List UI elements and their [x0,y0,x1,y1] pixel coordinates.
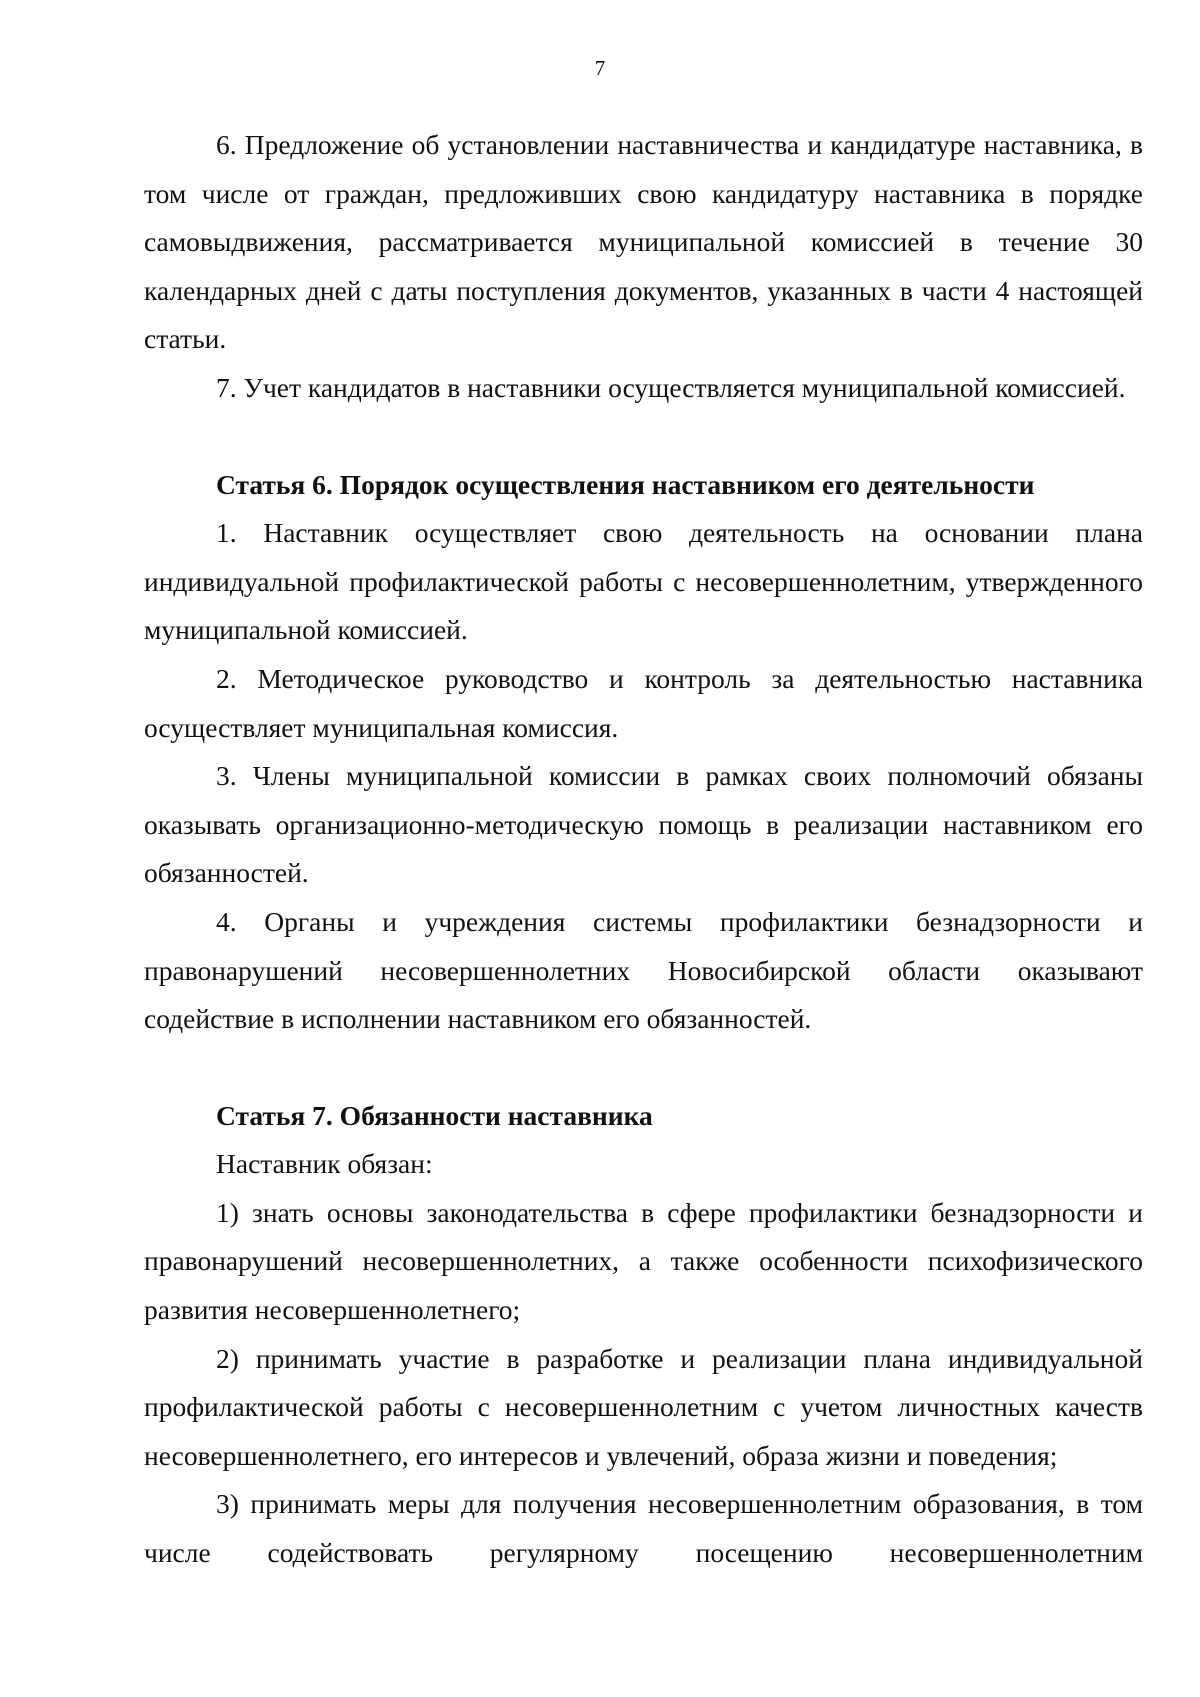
article-6-item-4: 4. Органы и учреждения системы профилактики безнадзорности и правонарушений несовершеннолетних Новосибирской области оказывают содействие в исполнении наставником его обязанностей. [144,905,1143,1035]
spacer [144,413,1143,461]
article-6-item-3: 3. Члены муниципальной комиссии в рамках своих полномочий обязаны оказывать организационно-методическую помощь в реализации наставником его обязанностей. [144,760,1143,889]
page-content [144,121,1143,1578]
article-6-item-2: 2. Методическое руководство и контроль за деятельностью наставника осуществляет муниципальная комиссия. [144,662,1143,743]
article-6-item-1: 1. Наставник осуществляет свою деятельность на основании плана индивидуальной профилактической работы с несовершеннолетним, утвержденного муниципальной комиссией. [144,517,1143,646]
article-7-item-2: 2) принимать участие в разработке и реализации плана индивидуальной профилактической работы с несовершеннолетним с учетом личностных качеств несовершеннолетнего, его интересов и увлечений, образа жизни и поведения; [144,1342,1143,1471]
article-7-item-1: 1) знать основы законодательства в сфере профилактики безнадзорности и правонарушений несовершеннолетних, а также особенности психофизического развития несовершеннолетнего; [144,1196,1143,1326]
spacer [144,1044,1143,1092]
article-7-heading: Статья 7. Обязанности наставника [216,1099,653,1131]
paragraph-7: 7. Учет кандидатов в наставники осуществляется муниципальной комиссией. [216,371,1126,403]
article-7-item-3: 3) принимать меры для получения несовершеннолетним образования, в том числе содействовать регулярному посещению несовершеннолетним [144,1488,1143,1569]
article-6-heading: Статья 6. Порядок осуществления наставником его деятельности [216,468,1035,500]
page-number: 7 [594,56,606,80]
paragraph-6: 6. Предложение об установлении наставничества и кандидатуре наставника, в том числе от граждан, предложивших свою кандидатуру наставника в порядке самовыдвижения, рассматривается муниципальной комиссией в течение 30 календарных дней с даты поступления документов, указанных в части 4 настоящей статьи. [144,129,1143,355]
article-7-intro: Наставник обязан: [216,1148,433,1180]
